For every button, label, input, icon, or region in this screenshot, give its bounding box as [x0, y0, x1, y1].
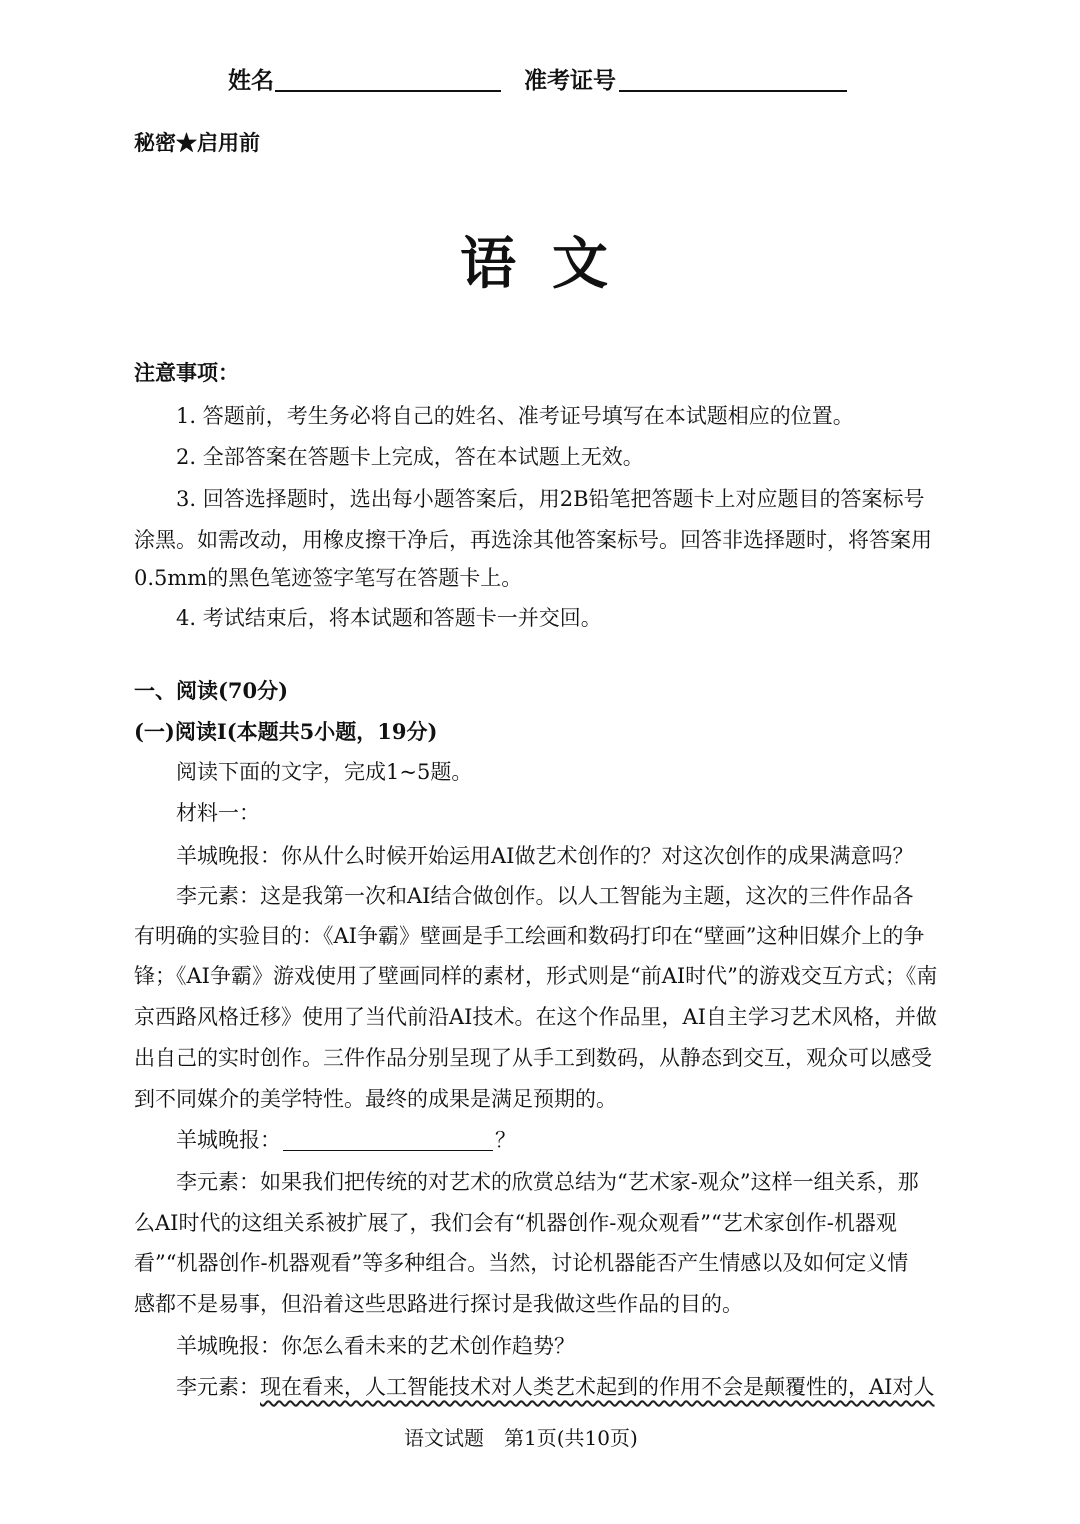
passage-line: 到不同媒介的美学特性。最终的成果是满足预期的。 — [134, 1087, 617, 1111]
notice-heading: 注意事项： — [134, 360, 239, 385]
notice-item: 1. 答题前，考生务必将自己的姓名、准考证号填写在本试题相应的位置。 — [176, 404, 854, 428]
confidential-mark: 秘密★启用前 — [134, 130, 260, 155]
blank-question-suffix: ？ — [495, 1128, 516, 1152]
answer-blank[interactable] — [283, 1130, 493, 1151]
passage-line: 羊城晚报：你怎么看未来的艺术创作趋势？ — [176, 1334, 575, 1358]
underlined-text: 现在看来，人工智能技术对人类艺术起到的作用不会是颠覆性的，AI对人 — [260, 1375, 935, 1399]
passage-line: 李元素：如果我们把传统的对艺术的欣赏总结为“艺术家-观众”这样一组关系，那 — [176, 1170, 919, 1194]
passage-line: 么AI时代的这组关系被扩展了，我们会有“机器创作-观众观看”“艺术家创作-机器观 — [134, 1211, 897, 1235]
blank-question — [176, 1130, 516, 1151]
section-heading: 一、阅读(70分) — [134, 678, 289, 703]
passage-line: 李元素：这是我第一次和AI结合做创作。以人工智能为主题，这次的三件作品各 — [176, 884, 914, 908]
passage-line: 感都不是易事，但沿着这些思路进行探讨是我做这些作品的目的。 — [134, 1292, 743, 1316]
instruction: 阅读下面的文字，完成1~5题。 — [176, 760, 473, 784]
notice-item: 4. 考试结束后，将本试题和答题卡一并交回。 — [176, 606, 602, 630]
speaker-label: 李元素： — [176, 1375, 260, 1399]
notice-item: 涂黑。如需改动，用橡皮擦干净后，再选涂其他答案标号。回答非选择题时，将答案用 — [134, 528, 932, 552]
passage-line: 京西路风格迁移》使用了当代前沿AI技术。在这个作品里，AI自主学习艺术风格，并做 — [134, 1005, 937, 1029]
page-footer: 语文试题 第1页(共10页) — [404, 1426, 638, 1450]
name-label: 姓名 — [228, 67, 274, 94]
notice-item: 3. 回答选择题时，选出每小题答案后，用2B铅笔把答题卡上对应题目的答案标号 — [176, 487, 925, 511]
sub-heading: (一)阅读Ⅰ(本题共5小题，19分) — [134, 719, 438, 744]
blank-question-prefix: 羊城晚报： — [176, 1128, 281, 1152]
last-line — [176, 1377, 934, 1398]
name-field[interactable] — [275, 90, 501, 92]
id-field[interactable] — [619, 90, 847, 92]
page-title: 语文 — [460, 231, 644, 297]
passage-line: 出自己的实时创作。三件作品分别呈现了从手工到数码，从静态到交互，观众可以感受 — [134, 1046, 932, 1070]
notice-item: 2. 全部答案在答题卡上完成，答在本试题上无效。 — [176, 445, 644, 469]
id-label: 准考证号 — [524, 67, 616, 94]
notice-item: 0.5mm的黑色笔迹签字笔写在答题卡上。 — [134, 566, 523, 590]
passage-line: 羊城晚报：你从什么时候开始运用AI做艺术创作的？对这次创作的成果满意吗？ — [176, 844, 914, 868]
passage-line: 有明确的实验目的：《AI争霸》壁画是手工绘画和数码打印在“壁画”这种旧媒介上的争 — [134, 924, 925, 948]
material-label: 材料一： — [176, 801, 260, 825]
passage-line: 看”“机器创作-机器观看”等多种组合。当然，讨论机器能否产生情感以及如何定义情 — [134, 1251, 909, 1275]
passage-line: 锋；《AI争霸》游戏使用了壁画同样的素材，形式则是“前AI时代”的游戏交互方式；《南 — [134, 964, 938, 988]
